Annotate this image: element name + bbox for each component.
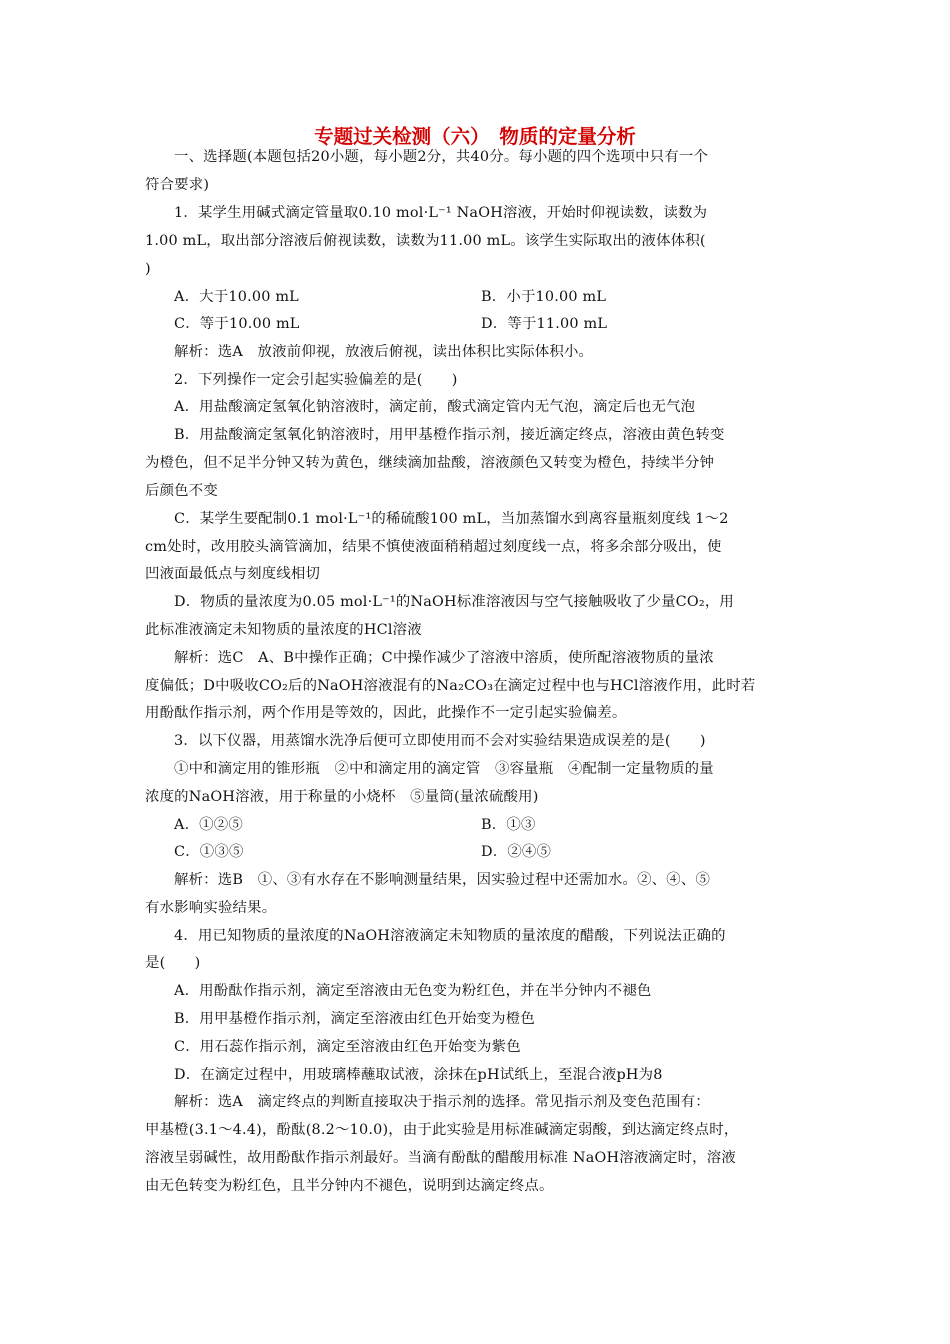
q3-analysis: 解析：选B ①、③有水存在不影响测量结果，因实验过程中还需加水。②、④、⑤: [174, 872, 711, 888]
section-instructions: 一、选择题(本题包括20小题，每小题2分，共40分。每小题的四个选项中只有一个: [174, 149, 709, 165]
q2-analysis: 解析：选C A、B中操作正确；C中操作减少了溶液中溶质，使所配溶液物质的量浓: [174, 650, 714, 666]
q3-analysis-cont: 有水影响实验结果。: [145, 900, 277, 916]
q1-analysis: 解析：选A 放液前仰视，放液后俯视，读出体积比实际体积小。: [174, 344, 594, 360]
q4-analysis-cont: 甲基橙(3.1～4.4)，酚酞(8.2～10.0)，由于此实验是用标准碱滴定弱酸，到达滴定终点时，: [145, 1122, 739, 1138]
q3-option-c: C．①③⑤: [174, 844, 244, 860]
q2-analysis-end: 用酚酞作指示剂，两个作用是等效的，因此，此操作不一定引起实验偏差。: [145, 705, 627, 721]
q2-option-c: C．某学生要配制0.1 mol·L⁻¹的稀硫酸100 mL，当加蒸馏水到离容量瓶刻度线 1～2: [174, 511, 729, 527]
q2-option-d-cont: 此标准液滴定未知物质的量浓度的HCl溶液: [145, 622, 422, 638]
q1-stem: 1．某学生用碱式滴定管量取0.10 mol·L⁻¹ NaOH溶液，开始时仰视读数，读数为: [174, 205, 708, 221]
q1-option-c: C．等于10.00 mL: [174, 316, 300, 332]
q1-option-d: D．等于11.00 mL: [481, 316, 608, 332]
q2-option-b-end: 后颜色不变: [145, 483, 218, 499]
q4-option-c: C．用石蕊作指示剂，滴定至溶液由红色开始变为紫色: [174, 1039, 521, 1055]
q2-option-d: D．物质的量浓度为0.05 mol·L⁻¹的NaOH标准溶液因与空气接触吸收了少量CO₂，用: [174, 594, 735, 610]
q2-option-b-cont: 为橙色，但不足半分钟又转为黄色，继续滴加盐酸，溶液颜色又转变为橙色，持续半分钟: [145, 455, 715, 471]
q3-option-d: D．②④⑤: [481, 844, 552, 860]
q3-option-b: B．①③: [481, 817, 536, 833]
q4-analysis-cont2: 溶液呈弱碱性，故用酚酞作指示剂最好。当滴有酚酞的醋酸用标准 NaOH溶液滴定时，溶液: [145, 1150, 736, 1166]
q3-stem: 3．以下仪器，用蒸馏水洗净后便可立即使用而不会对实验结果造成误差的是( ): [174, 733, 706, 749]
page-title: 专题过关检测（六） 物质的定量分析: [314, 125, 636, 148]
q2-option-c-end: 凹液面最低点与刻度线相切: [145, 566, 321, 582]
q3-items-cont: 浓度的NaOH溶液，用于称量的小烧杯 ⑤量筒(量浓硫酸用): [145, 789, 539, 805]
q3-items: ①中和滴定用的锥形瓶 ②中和滴定用的滴定管 ③容量瓶 ④配制一定量物质的量: [174, 761, 714, 777]
q1-stem-end: ): [145, 261, 151, 277]
section-instructions-cont: 符合要求): [145, 177, 210, 193]
q3-option-a: A．①②⑤: [174, 817, 243, 833]
q4-option-b: B．用甲基橙作指示剂，滴定至溶液由红色开始变为橙色: [174, 1011, 535, 1027]
q2-option-b: B．用盐酸滴定氢氧化钠溶液时，用甲基橙作指示剂，接近滴定终点，溶液由黄色转变: [174, 427, 725, 443]
q1-option-a: A．大于10.00 mL: [174, 289, 299, 305]
q4-option-d: D．在滴定过程中，用玻璃棒蘸取试液，涂抹在pH试纸上，至混合液pH为8: [174, 1067, 663, 1083]
q4-stem: 4．用已知物质的量浓度的NaOH溶液滴定未知物质的量浓度的醋酸，下列说法正确的: [174, 928, 726, 944]
q1-stem-cont: 1.00 mL，取出部分溶液后俯视读数，读数为11.00 mL。该学生实际取出的液体体积(: [145, 233, 706, 249]
q2-stem: 2．下列操作一定会引起实验偏差的是( ): [174, 372, 458, 388]
q4-stem-cont: 是( ): [145, 955, 201, 971]
q2-option-c-cont: cm处时，改用胶头滴管滴加，结果不慎使液面稍稍超过刻度线一点，将多余部分吸出，使: [145, 539, 722, 555]
q4-analysis: 解析：选A 滴定终点的判断直接取决于指示剂的选择。常见指示剂及变色范围有：: [174, 1094, 710, 1110]
q2-analysis-cont: 度偏低；D中吸收CO₂后的NaOH溶液混有的Na₂CO₃在滴定过程中也与HCl溶液作用，此时若: [145, 678, 756, 694]
q4-option-a: A．用酚酞作指示剂，滴定至溶液由无色变为粉红色，并在半分钟内不褪色: [174, 983, 652, 999]
q1-option-b: B．小于10.00 mL: [481, 289, 607, 305]
q2-option-a: A．用盐酸滴定氢氧化钠溶液时，滴定前，酸式滴定管内无气泡，滴定后也无气泡: [174, 399, 696, 415]
q4-analysis-end: 由无色转变为粉红色，且半分钟内不褪色，说明到达滴定终点。: [145, 1178, 554, 1194]
